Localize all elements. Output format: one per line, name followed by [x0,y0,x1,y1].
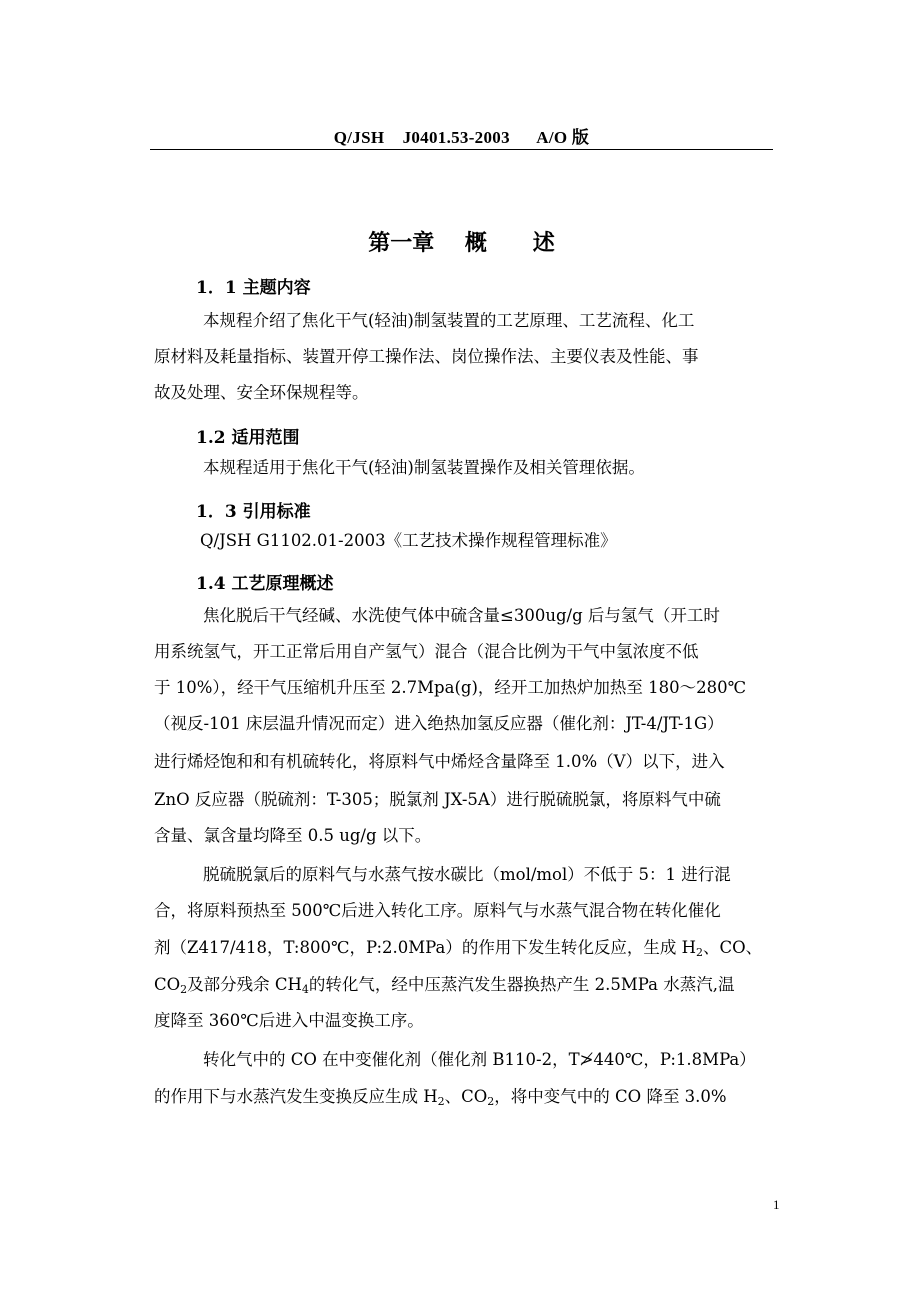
paragraph-line: $CO_2$及部分残余 $CH_4$的转化气，经中压蒸汽发生器换热产生 2.5MPa 水蒸汽,温 [154,975,735,996]
paragraph-line: 合，将原料预热至 500℃后进入转化工序。原料气与水蒸气混合物在转化催化 [154,901,721,920]
paragraph-line: 的作用下与水蒸汽发生变换反应生成 $H_2$、$CO_2$，将中变气中的 CO 降至 3.0% [154,1087,727,1108]
paragraph-line: 用系统氢气，开工正常后用自产氢气）混合（混合比例为干气中氢浓度不低 [154,642,699,661]
paragraph-line: 本规程适用于焦化干气(轻油)制氢装置操作及相关管理依据。 [203,458,645,477]
section-heading-1-1: 1．1 主题内容 [196,278,311,298]
chapter-title: 第一章 概 述 [368,230,555,256]
paragraph-line: （视反-101 床层温升情况而定）进入绝热加氢反应器（催化剂：JT-4/JT-1G） [154,714,724,733]
section-heading-1-3: 1．3 引用标准 [196,502,311,522]
section-heading-1-4: 1.4 工艺原理概述 [196,574,334,594]
page-number: 1 [773,1197,780,1212]
paragraph-line: 故及处理、安全环保规程等。 [154,383,369,402]
paragraph-line: 进行烯烃饱和和有机硫转化，将原料气中烯烃含量降至 1.0%（V）以下，进入 [154,752,725,771]
paragraph-line: 焦化脱后干气经碱、水洗使气体中硫含量≤300ug/g 后与氢气（开工时 [203,606,720,625]
section-heading-1-2: 1.2 适用范围 [196,428,300,448]
header-rule [150,149,773,150]
paragraph-line: 含量、氯含量均降至 0.5 ug/g 以下。 [154,826,432,845]
paragraph-line: 原材料及耗量指标、装置开停工操作法、岗位操作法、主要仪表及性能、事 [154,347,699,366]
document-code: Q/JSH J0401.53-2003 A/O 版 [333,128,590,147]
paragraph-line: 度降至 360℃后进入中温变换工序。 [154,1011,424,1030]
paragraph-line: 转化气中的 CO 在中变催化剂（催化剂 B110-2，T≯440℃，P:1.8MPa） [203,1050,756,1069]
paragraph-line: 于 10%），经干气压缩机升压至 2.7Mpa(g)，经开工加热炉加热至 180～280℃ [154,678,747,697]
paragraph-line: ZnO 反应器（脱硫剂：T-305；脱氯剂 JX-5A）进行脱硫脱氯，将原料气中硫 [154,790,721,809]
paragraph-line: 脱硫脱氯后的原料气与水蒸气按水碳比（mol/mol）不低于 5：1 进行混 [203,865,731,884]
paragraph-line: 剂（Z417/418，T:800℃，P:2.0MPa）的作用下发生转化反应，生成 $H_2$、CO、 [154,938,763,959]
paragraph-line: 本规程介绍了焦化干气(轻油)制氢装置的工艺原理、工艺流程、化工 [203,311,695,330]
reference-standard: Q/JSH G1102.01-2003《工艺技术操作规程管理标准》 [200,531,617,550]
